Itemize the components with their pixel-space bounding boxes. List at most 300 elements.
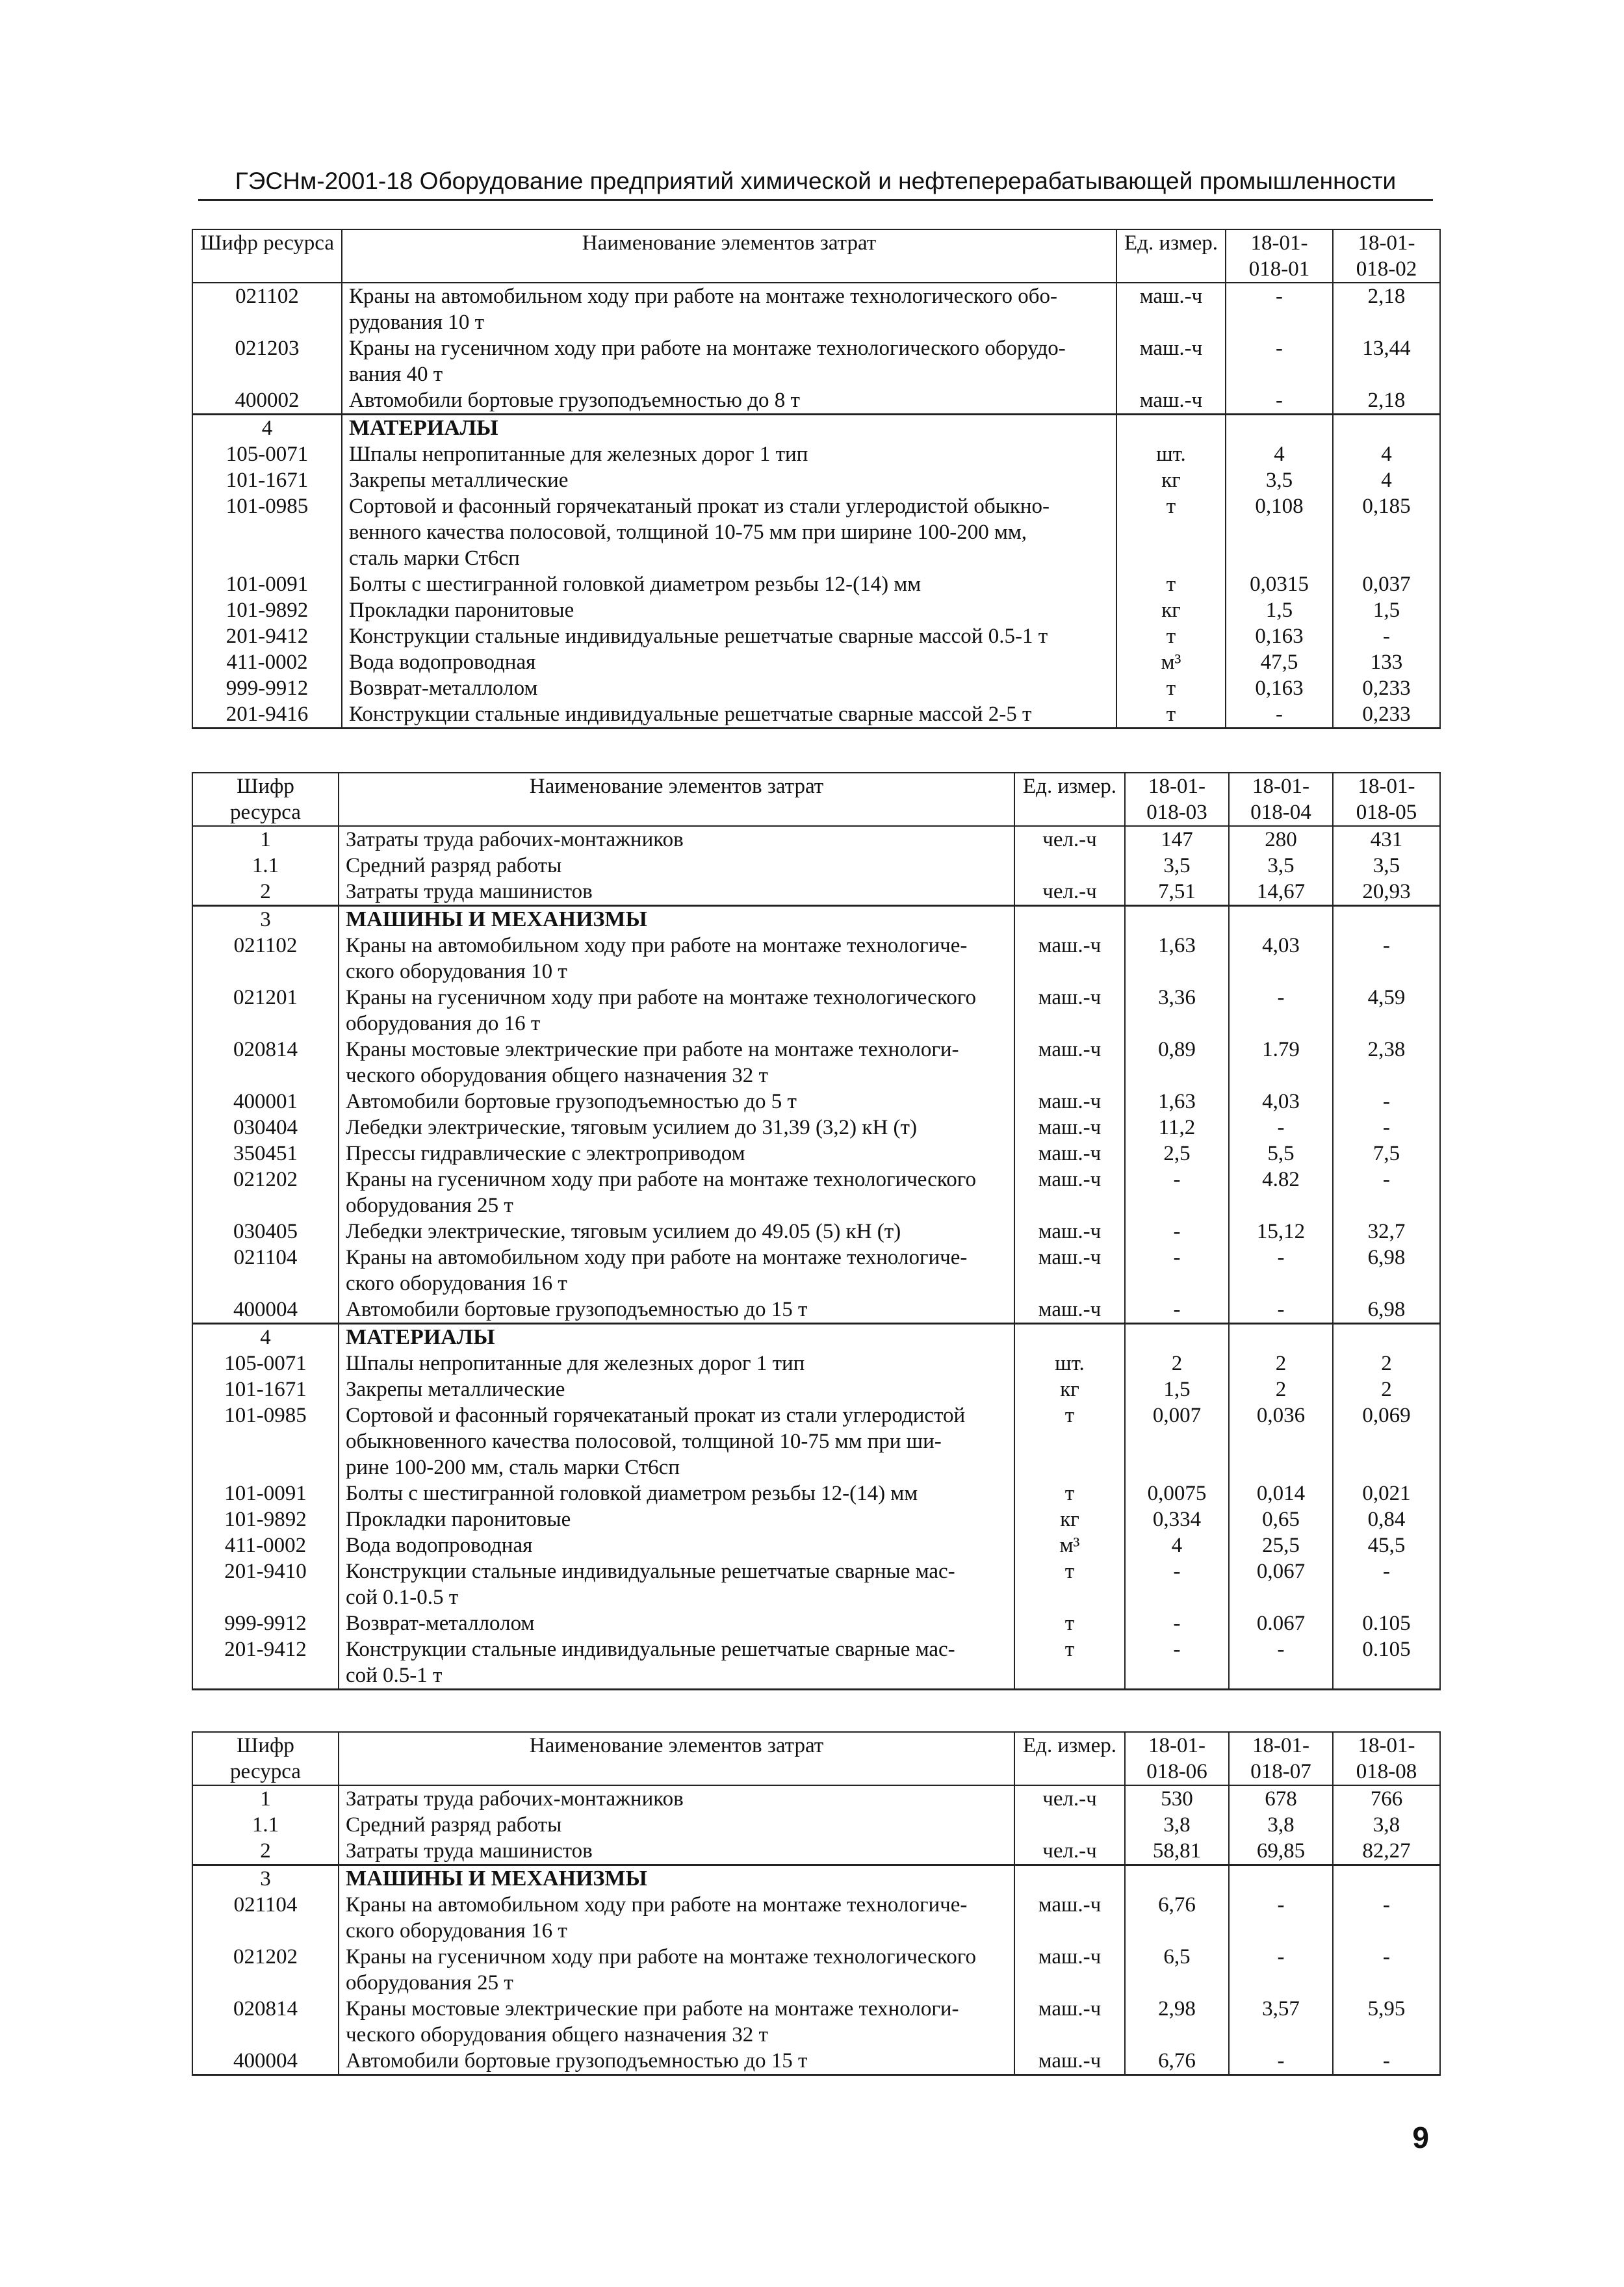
- unit-cell: маш.-ч: [1014, 1037, 1125, 1089]
- value-cell: 2,18: [1333, 387, 1440, 415]
- resource-name: Закрепы металлические: [339, 1376, 1014, 1402]
- resource-code: 2: [192, 879, 339, 906]
- unit-cell: маш.-ч: [1014, 1115, 1125, 1141]
- resource-name: Вода водопроводная: [339, 1532, 1014, 1558]
- value-cell: 0,334: [1125, 1506, 1229, 1532]
- unit-cell: кг: [1116, 467, 1226, 493]
- value-cell: 5,5: [1229, 1141, 1333, 1167]
- value-cell: 133: [1333, 649, 1440, 675]
- header-col: 18-01- 018-06: [1125, 1732, 1229, 1785]
- value-cell: 2,38: [1333, 1037, 1440, 1089]
- resource-name: Шпалы непропитанные для железных дорог 1 тип: [339, 1350, 1014, 1376]
- value-cell: [1125, 906, 1229, 933]
- resource-name: Краны на автомобильном ходу при работе на монтаже технологиче- ского оборудования 16 т: [339, 1892, 1014, 1944]
- value-cell: -: [1229, 1115, 1333, 1141]
- value-cell: 147: [1125, 826, 1229, 853]
- resource-table-2: [192, 772, 1441, 1690]
- value-cell: 47,5: [1226, 649, 1333, 675]
- value-cell: 11,2: [1125, 1115, 1229, 1141]
- value-cell: 82,27: [1333, 1838, 1440, 1865]
- table-row: [192, 1996, 1440, 2048]
- resource-code: 021102: [192, 283, 342, 335]
- value-cell: 45,5: [1333, 1532, 1440, 1558]
- table-row: [192, 853, 1440, 879]
- value-cell: 6,76: [1125, 2048, 1229, 2075]
- header-col: 18-01- 018-08: [1333, 1732, 1440, 1785]
- value-cell: -: [1229, 985, 1333, 1037]
- value-cell: 14,67: [1229, 879, 1333, 906]
- resource-name: Автомобили бортовые грузоподъемностью до 15 т: [339, 2048, 1014, 2075]
- resource-code: 101-9892: [192, 597, 342, 623]
- value-cell: 0,233: [1333, 675, 1440, 701]
- value-cell: 766: [1333, 1785, 1440, 1812]
- header-unit: Ед. измер.: [1014, 773, 1125, 826]
- header-name: Наименование элементов затрат: [339, 773, 1014, 826]
- value-cell: -: [1125, 1636, 1229, 1690]
- header-name: Наименование элементов затрат: [339, 1732, 1014, 1785]
- value-cell: -: [1333, 1944, 1440, 1996]
- value-cell: 1,5: [1125, 1376, 1229, 1402]
- resource-code: 1: [192, 1785, 339, 1812]
- value-cell: -: [1229, 1297, 1333, 1324]
- table-row: [192, 933, 1440, 985]
- section-title: МАТЕРИАЛЫ: [342, 415, 1116, 442]
- table-row: [192, 675, 1440, 701]
- header-col: 18-01- 018-04: [1229, 773, 1333, 826]
- value-cell: 0,65: [1229, 1506, 1333, 1532]
- value-cell: 0,108: [1226, 493, 1333, 571]
- table-row: [192, 1089, 1440, 1115]
- unit-cell: [1014, 853, 1125, 879]
- value-cell: 3,5: [1229, 853, 1333, 879]
- value-cell: -: [1333, 1892, 1440, 1944]
- value-cell: -: [1229, 1892, 1333, 1944]
- table-row: [192, 493, 1440, 571]
- value-cell: 6,98: [1333, 1297, 1440, 1324]
- resource-name: Автомобили бортовые грузоподъемностью до 15 т: [339, 1297, 1014, 1324]
- resource-code: 350451: [192, 1141, 339, 1167]
- value-cell: -: [1333, 2048, 1440, 2075]
- value-cell: -: [1125, 1297, 1229, 1324]
- value-cell: 0,89: [1125, 1037, 1229, 1089]
- table-row: [192, 1350, 1440, 1376]
- table-header-row: [192, 1732, 1440, 1785]
- value-cell: 32,7: [1333, 1219, 1440, 1245]
- resource-code: 105-0071: [192, 1350, 339, 1376]
- value-cell: -: [1125, 1245, 1229, 1297]
- value-cell: -: [1226, 335, 1333, 387]
- value-cell: 280: [1229, 826, 1333, 853]
- value-cell: 3,8: [1333, 1812, 1440, 1838]
- value-cell: 13,44: [1333, 335, 1440, 387]
- table-row: [192, 1610, 1440, 1636]
- value-cell: 6,5: [1125, 1944, 1229, 1996]
- value-cell: [1333, 1865, 1440, 1893]
- resource-name: Краны мостовые электрические при работе на монтаже технологи- ческого оборудования общего назначения 32 т: [339, 1037, 1014, 1089]
- unit-cell: [1014, 1812, 1125, 1838]
- table-header-row: [192, 773, 1440, 826]
- resource-name: Лебедки электрические, тяговым усилием до 49.05 (5) кН (т): [339, 1219, 1014, 1245]
- unit-cell: маш.-ч: [1014, 1892, 1125, 1944]
- table-row: [192, 1141, 1440, 1167]
- resource-code: 030405: [192, 1219, 339, 1245]
- section-title: МАШИНЫ И МЕХАНИЗМЫ: [339, 1865, 1014, 1893]
- table-row: [192, 1532, 1440, 1558]
- table-row: [192, 1167, 1440, 1219]
- table-row: [192, 623, 1440, 649]
- value-cell: 3,36: [1125, 985, 1229, 1037]
- value-cell: 4,03: [1229, 1089, 1333, 1115]
- resource-name: Конструкции стальные индивидуальные решетчатые сварные массой 2-5 т: [342, 701, 1116, 729]
- resource-code: 4: [192, 1324, 339, 1351]
- value-cell: 4: [1226, 441, 1333, 467]
- header-name: Наименование элементов затрат: [342, 229, 1116, 283]
- value-cell: -: [1333, 623, 1440, 649]
- table-row: [192, 1892, 1440, 1944]
- unit-cell: маш.-ч: [1014, 933, 1125, 985]
- table-row: [192, 1636, 1440, 1690]
- unit-cell: маш.-ч: [1014, 1141, 1125, 1167]
- unit-cell: шт.: [1116, 441, 1226, 467]
- value-cell: 2,98: [1125, 1996, 1229, 2048]
- header-col: 18-01- 018-01: [1226, 229, 1333, 283]
- value-cell: 1,5: [1226, 597, 1333, 623]
- value-cell: 0,233: [1333, 701, 1440, 729]
- value-cell: 431: [1333, 826, 1440, 853]
- value-cell: 0.067: [1229, 1610, 1333, 1636]
- value-cell: -: [1226, 387, 1333, 415]
- value-cell: [1226, 415, 1333, 442]
- value-cell: -: [1229, 1245, 1333, 1297]
- resource-name: Болты с шестигранной головкой диаметром резьбы 12-(14) мм: [342, 571, 1116, 597]
- page-header: ГЭСНм-2001-18 Оборудование предприятий химической и нефтеперерабатывающей промышленности: [198, 168, 1433, 201]
- unit-cell: маш.-ч: [1014, 1245, 1125, 1297]
- value-cell: 0,185: [1333, 493, 1440, 571]
- table-row: [192, 1219, 1440, 1245]
- table-row: [192, 1944, 1440, 1996]
- unit-cell: т: [1014, 1636, 1125, 1690]
- header-col: 18-01- 018-02: [1333, 229, 1440, 283]
- table-row: [192, 1115, 1440, 1141]
- value-cell: -: [1125, 1610, 1229, 1636]
- resource-code: 101-1671: [192, 1376, 339, 1402]
- value-cell: 3,8: [1125, 1812, 1229, 1838]
- resource-code: 4: [192, 415, 342, 442]
- resource-code: 021104: [192, 1892, 339, 1944]
- resource-name: Лебедки электрические, тяговым усилием до 31,39 (3,2) кН (т): [339, 1115, 1014, 1141]
- value-cell: [1333, 415, 1440, 442]
- unit-cell: маш.-ч: [1116, 335, 1226, 387]
- unit-cell: т: [1116, 623, 1226, 649]
- resource-name: Прокладки паронитовые: [339, 1506, 1014, 1532]
- value-cell: 2: [1125, 1350, 1229, 1376]
- resource-code: 400004: [192, 1297, 339, 1324]
- resource-code: 1.1: [192, 1812, 339, 1838]
- resource-code: 201-9410: [192, 1558, 339, 1610]
- table-row: [192, 387, 1440, 415]
- resource-name: Затраты труда рабочих-монтажников: [339, 1785, 1014, 1812]
- value-cell: 7,5: [1333, 1141, 1440, 1167]
- value-cell: -: [1125, 1558, 1229, 1610]
- value-cell: 3,8: [1229, 1812, 1333, 1838]
- resource-code: 020814: [192, 1996, 339, 2048]
- section-title: МАТЕРИАЛЫ: [339, 1324, 1014, 1351]
- value-cell: 3,5: [1333, 853, 1440, 879]
- value-cell: 4,59: [1333, 985, 1440, 1037]
- value-cell: 0,163: [1226, 675, 1333, 701]
- table-row: [192, 283, 1440, 335]
- resource-name: Закрепы металлические: [342, 467, 1116, 493]
- table-row: [192, 1480, 1440, 1506]
- value-cell: 1,63: [1125, 933, 1229, 985]
- resource-name: Сортовой и фасонный горячекатаный прокат из стали углеродистой обыкновенного качества полосовой, толщиной 10-75 мм при ши- рине 100-200 мм, сталь марки Ст6сп: [339, 1402, 1014, 1480]
- resource-name: Автомобили бортовые грузоподъемностью до 5 т: [339, 1089, 1014, 1115]
- unit-cell: чел.-ч: [1014, 1785, 1125, 1812]
- value-cell: -: [1125, 1167, 1229, 1219]
- unit-cell: кг: [1116, 597, 1226, 623]
- value-cell: [1125, 1865, 1229, 1893]
- value-cell: 69,85: [1229, 1838, 1333, 1865]
- unit-cell: шт.: [1014, 1350, 1125, 1376]
- resource-name: Средний разряд работы: [339, 1812, 1014, 1838]
- value-cell: 2,18: [1333, 283, 1440, 335]
- resource-code: 101-0985: [192, 493, 342, 571]
- resource-code: 201-9412: [192, 623, 342, 649]
- unit-cell: маш.-ч: [1014, 1297, 1125, 1324]
- resource-code: 3: [192, 1865, 339, 1893]
- unit-cell: чел.-ч: [1014, 879, 1125, 906]
- value-cell: 25,5: [1229, 1532, 1333, 1558]
- resource-code: 030404: [192, 1115, 339, 1141]
- resource-name: Конструкции стальные индивидуальные решетчатые сварные массой 0.5-1 т: [342, 623, 1116, 649]
- table-row: [192, 441, 1440, 467]
- resource-code: 105-0071: [192, 441, 342, 467]
- resource-table-1: [192, 229, 1441, 729]
- resource-name: Краны на автомобильном ходу при работе на монтаже технологиче- ского оборудования 16 т: [339, 1245, 1014, 1297]
- value-cell: 2,5: [1125, 1141, 1229, 1167]
- value-cell: 0,0075: [1125, 1480, 1229, 1506]
- resource-name: Возврат-металлолом: [342, 675, 1116, 701]
- table-row: [192, 597, 1440, 623]
- resource-code: 999-9912: [192, 1610, 339, 1636]
- section-row: [192, 1324, 1440, 1351]
- value-cell: 0.105: [1333, 1610, 1440, 1636]
- section-row: [192, 1865, 1440, 1893]
- resource-name: Вода водопроводная: [342, 649, 1116, 675]
- unit-cell: маш.-ч: [1116, 387, 1226, 415]
- table-row: [192, 879, 1440, 906]
- table-row: [192, 826, 1440, 853]
- resource-name: Шпалы непропитанные для железных дорог 1 тип: [342, 441, 1116, 467]
- unit-cell: [1116, 415, 1226, 442]
- value-cell: 678: [1229, 1785, 1333, 1812]
- resource-name: Краны на гусеничном ходу при работе на монтаже технологического оборудования 25 т: [339, 1167, 1014, 1219]
- resource-code: 020814: [192, 1037, 339, 1089]
- header-col: 18-01- 018-03: [1125, 773, 1229, 826]
- resource-code: 3: [192, 906, 339, 933]
- resource-code: 411-0002: [192, 649, 342, 675]
- section-row: [192, 415, 1440, 442]
- header-code: Шифр ресурса: [192, 229, 342, 283]
- resource-name: Конструкции стальные индивидуальные решетчатые сварные мас- сой 0.5-1 т: [339, 1636, 1014, 1690]
- resource-code: 021102: [192, 933, 339, 985]
- unit-cell: т: [1116, 675, 1226, 701]
- resource-name: Краны на автомобильном ходу при работе на монтаже технологиче- ского оборудования 10 т: [339, 933, 1014, 985]
- value-cell: 0,037: [1333, 571, 1440, 597]
- value-cell: 4.82: [1229, 1167, 1333, 1219]
- resource-code: 201-9412: [192, 1636, 339, 1690]
- value-cell: [1125, 1324, 1229, 1351]
- value-cell: [1229, 1865, 1333, 1893]
- value-cell: 0,069: [1333, 1402, 1440, 1480]
- resource-name: Конструкции стальные индивидуальные решетчатые сварные мас- сой 0.1-0.5 т: [339, 1558, 1014, 1610]
- unit-cell: маш.-ч: [1014, 1219, 1125, 1245]
- unit-cell: м³: [1116, 649, 1226, 675]
- value-cell: 15,12: [1229, 1219, 1333, 1245]
- value-cell: 7,51: [1125, 879, 1229, 906]
- resource-code: 1: [192, 826, 339, 853]
- resource-code: 101-9892: [192, 1506, 339, 1532]
- table-row: [192, 1037, 1440, 1089]
- unit-cell: т: [1014, 1402, 1125, 1480]
- unit-cell: маш.-ч: [1014, 1089, 1125, 1115]
- resource-code: 1.1: [192, 853, 339, 879]
- value-cell: 2: [1229, 1376, 1333, 1402]
- value-cell: 20,93: [1333, 879, 1440, 906]
- unit-cell: маш.-ч: [1014, 1944, 1125, 1996]
- value-cell: 6,76: [1125, 1892, 1229, 1944]
- resource-name: Автомобили бортовые грузоподъемностью до 8 т: [342, 387, 1116, 415]
- header-col: 18-01- 018-07: [1229, 1732, 1333, 1785]
- resource-name: Средний разряд работы: [339, 853, 1014, 879]
- table-row: [192, 571, 1440, 597]
- resource-name: Прокладки паронитовые: [342, 597, 1116, 623]
- resource-code: 021202: [192, 1167, 339, 1219]
- header-code: Шифр ресурса: [192, 1732, 339, 1785]
- value-cell: 0,021: [1333, 1480, 1440, 1506]
- value-cell: 3,5: [1226, 467, 1333, 493]
- resource-code: 101-0985: [192, 1402, 339, 1480]
- unit-cell: т: [1014, 1480, 1125, 1506]
- resource-code: 400001: [192, 1089, 339, 1115]
- header-unit: Ед. измер.: [1116, 229, 1226, 283]
- value-cell: -: [1333, 1115, 1440, 1141]
- unit-cell: маш.-ч: [1014, 1996, 1125, 2048]
- table-row: [192, 1402, 1440, 1480]
- resource-name: Затраты труда рабочих-монтажников: [339, 826, 1014, 853]
- table-row: [192, 2048, 1440, 2075]
- unit-cell: маш.-ч: [1116, 283, 1226, 335]
- value-cell: -: [1226, 283, 1333, 335]
- resource-name: Болты с шестигранной головкой диаметром резьбы 12-(14) мм: [339, 1480, 1014, 1506]
- resource-code: 021202: [192, 1944, 339, 1996]
- resource-name: Прессы гидравлические с электроприводом: [339, 1141, 1014, 1167]
- resource-name: Краны мостовые электрические при работе на монтаже технологи- ческого оборудования общего назначения 32 т: [339, 1996, 1014, 2048]
- resource-code: 400004: [192, 2048, 339, 2075]
- unit-cell: [1014, 1324, 1125, 1351]
- table-row: [192, 467, 1440, 493]
- resource-name: Краны на гусеничном ходу при работе на монтаже технологического оборудо- вания 40 т: [342, 335, 1116, 387]
- value-cell: 6,98: [1333, 1245, 1440, 1297]
- unit-cell: маш.-ч: [1014, 1167, 1125, 1219]
- value-cell: -: [1229, 1636, 1333, 1690]
- value-cell: 0,84: [1333, 1506, 1440, 1532]
- value-cell: [1229, 906, 1333, 933]
- value-cell: -: [1333, 1558, 1440, 1610]
- value-cell: 4: [1125, 1532, 1229, 1558]
- resource-code: 021203: [192, 335, 342, 387]
- value-cell: 3,5: [1125, 853, 1229, 879]
- resource-code: 101-0091: [192, 571, 342, 597]
- unit-cell: чел.-ч: [1014, 826, 1125, 853]
- value-cell: 4: [1333, 441, 1440, 467]
- value-cell: 1.79: [1229, 1037, 1333, 1089]
- value-cell: -: [1229, 2048, 1333, 2075]
- value-cell: 0,0315: [1226, 571, 1333, 597]
- section-title: МАШИНЫ И МЕХАНИЗМЫ: [339, 906, 1014, 933]
- value-cell: 2: [1333, 1376, 1440, 1402]
- resource-code: 999-9912: [192, 675, 342, 701]
- unit-cell: [1014, 1865, 1125, 1893]
- unit-cell: т: [1116, 571, 1226, 597]
- resource-code: 101-0091: [192, 1480, 339, 1506]
- value-cell: 3,57: [1229, 1996, 1333, 2048]
- value-cell: -: [1333, 1089, 1440, 1115]
- unit-cell: кг: [1014, 1376, 1125, 1402]
- value-cell: 0.105: [1333, 1636, 1440, 1690]
- resource-code: 2: [192, 1838, 339, 1865]
- resource-name: Возврат-металлолом: [339, 1610, 1014, 1636]
- table-row: [192, 649, 1440, 675]
- unit-cell: [1014, 906, 1125, 933]
- resource-table-3: [192, 1731, 1441, 2076]
- value-cell: 4: [1333, 467, 1440, 493]
- value-cell: 5,95: [1333, 1996, 1440, 2048]
- section-row: [192, 906, 1440, 933]
- value-cell: 0,014: [1229, 1480, 1333, 1506]
- value-cell: [1333, 906, 1440, 933]
- unit-cell: т: [1116, 493, 1226, 571]
- value-cell: -: [1333, 1167, 1440, 1219]
- value-cell: -: [1125, 1219, 1229, 1245]
- value-cell: 0,007: [1125, 1402, 1229, 1480]
- value-cell: 58,81: [1125, 1838, 1229, 1865]
- header-code: Шифр ресурса: [192, 773, 339, 826]
- resource-code: 021201: [192, 985, 339, 1037]
- table-row: [192, 1785, 1440, 1812]
- resource-name: Краны на гусеничном ходу при работе на монтаже технологического оборудования 25 т: [339, 1944, 1014, 1996]
- table-header-row: [192, 229, 1440, 283]
- table-row: [192, 1506, 1440, 1532]
- table-row: [192, 1376, 1440, 1402]
- table-row: [192, 1245, 1440, 1297]
- value-cell: [1229, 1324, 1333, 1351]
- resource-name: Затраты труда машинистов: [339, 1838, 1014, 1865]
- value-cell: 2: [1333, 1350, 1440, 1376]
- value-cell: 530: [1125, 1785, 1229, 1812]
- table-row: [192, 1558, 1440, 1610]
- value-cell: 1,63: [1125, 1089, 1229, 1115]
- unit-cell: т: [1014, 1610, 1125, 1636]
- page-number: 9: [1412, 2121, 1429, 2154]
- table-row: [192, 701, 1440, 729]
- table-row: [192, 1297, 1440, 1324]
- unit-cell: маш.-ч: [1014, 985, 1125, 1037]
- resource-name: Краны на автомобильном ходу при работе на монтаже технологического обо- рудования 10 т: [342, 283, 1116, 335]
- unit-cell: кг: [1014, 1506, 1125, 1532]
- unit-cell: м³: [1014, 1532, 1125, 1558]
- header-col: 18-01- 018-05: [1333, 773, 1440, 826]
